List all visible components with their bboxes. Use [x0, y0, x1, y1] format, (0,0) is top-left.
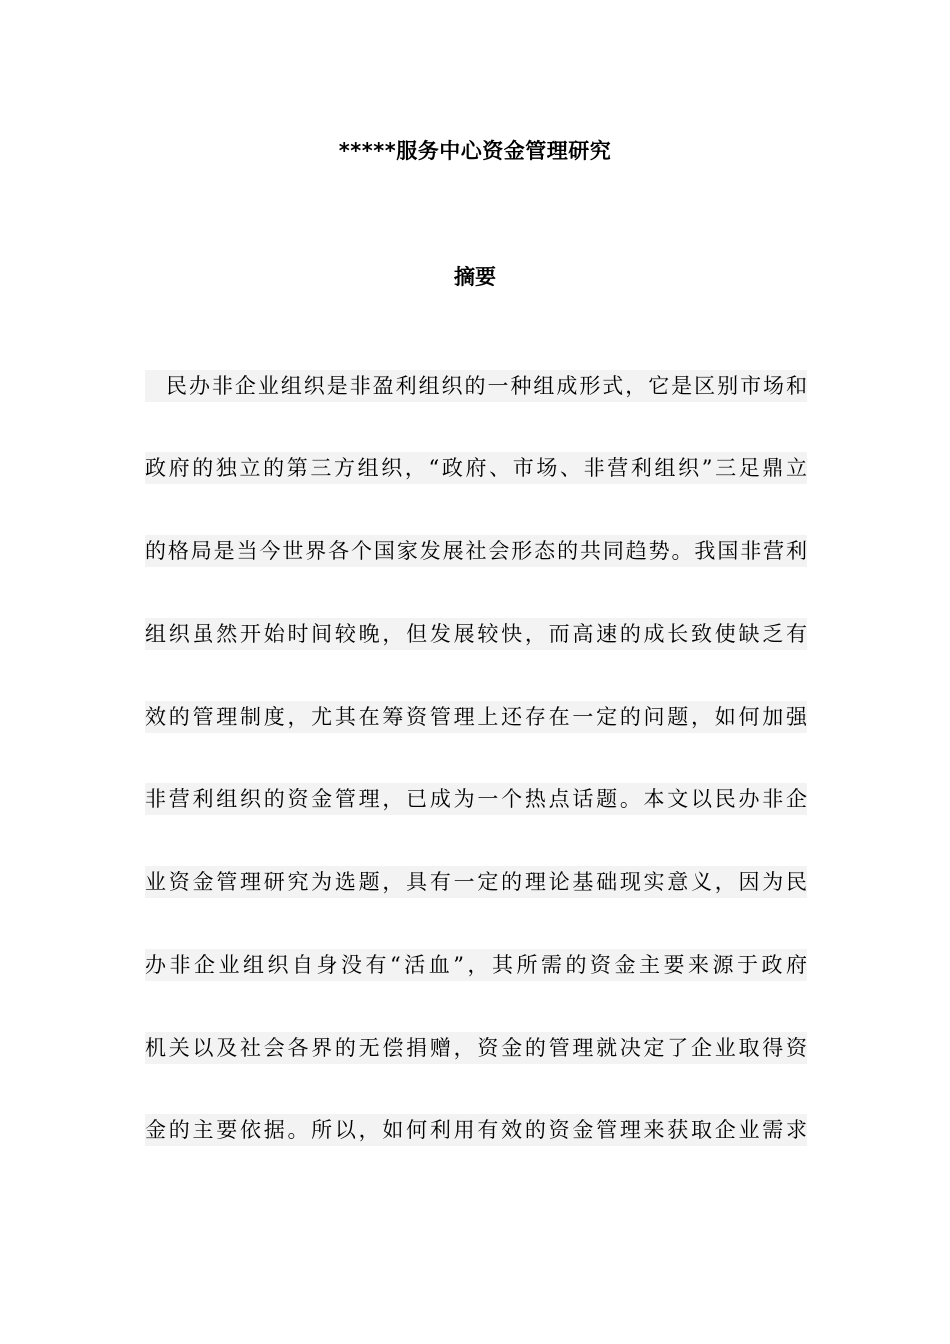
abstract-line-2: 政府的独立的第三方组织，“政府、市场、非营利组织”三足鼎立 [145, 452, 807, 484]
abstract-line-3: 的格局是当今世界各个国家发展社会形态的共同趋势。我国非营利 [145, 535, 807, 567]
abstract-line-10: 金的主要依据。所以，如何利用有效的资金管理来获取企业需求 [145, 1114, 807, 1146]
abstract-line-7: 业资金管理研究为选题，具有一定的理论基础现实意义，因为民 [145, 866, 807, 898]
abstract-line-9: 机关以及社会各界的无偿捐赠，资金的管理就决定了企业取得资 [145, 1032, 807, 1064]
abstract-heading: 摘要 [454, 265, 496, 289]
abstract-line-8: 办非企业组织自身没有“活血”，其所需的资金主要来源于政府 [145, 949, 807, 981]
abstract-line-6: 非营利组织的资金管理，已成为一个热点话题。本文以民办非企 [145, 783, 807, 815]
abstract-line-4: 组织虽然开始时间较晚，但发展较快，而高速的成长致使缺乏有 [145, 618, 807, 650]
abstract-line-1: 民办非企业组织是非盈利组织的一种组成形式，它是区别市场和 [145, 370, 807, 402]
document-title: *****服务中心资金管理研究 [338, 139, 612, 163]
abstract-line-5: 效的管理制度，尤其在筹资管理上还存在一定的问题，如何加强 [145, 701, 807, 733]
